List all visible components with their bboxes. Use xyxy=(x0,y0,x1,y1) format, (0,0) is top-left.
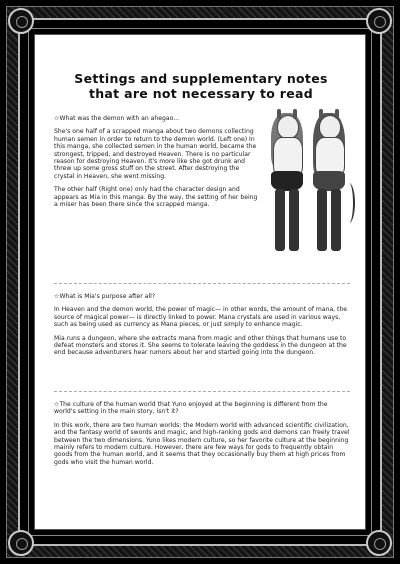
section-divider xyxy=(54,283,350,284)
corner-ornament-bottom-right xyxy=(366,530,392,556)
character-right-figure xyxy=(309,113,349,253)
section-question: ☆The culture of the human world that Yuno enjoyed at the beginning is different from the world's setting in the main story, isn't it? xyxy=(54,401,328,416)
section-paragraph: The other half (Right one) only had the character design and appears as Mia in this manga. By the way, the setting of her being a miser has been there since the scrapped manga. xyxy=(54,186,258,209)
character-left-figure xyxy=(267,113,307,253)
section-question: ☆What is Mia's purpose after all? xyxy=(54,293,156,300)
character-illustration xyxy=(265,113,353,255)
section-paragraph: In this work, there are two human worlds: the Modern world with advanced scientific civilization, and the fantasy world of swords and magic, and high-ranking gods and demons can freely travel between the two dimensions. Yuno likes modern culture, so her favorite culture at the beginning mainly refers to modern culture. However, there are few ways for gods to frequently obtain goods from the human world, and it seems that they occasionally buy them at high prices from gods who visit the human world. xyxy=(54,421,350,466)
section-demon-ahegao xyxy=(54,115,260,214)
notes-page xyxy=(34,34,366,530)
corner-ornament-top-left xyxy=(8,8,34,34)
section-mia-purpose xyxy=(54,293,350,363)
corner-ornament-bottom-left xyxy=(8,530,34,556)
section-paragraph: Mia runs a dungeon, where she extracts mana from magic and other things that humans use to defeat monsters and stores it. She seems to tolerate leaving the goddess in the dungeon at the end because adventurers hear rumors about her and started going into the dungeon. xyxy=(54,334,347,357)
title-line-2: that are not necessary to read xyxy=(88,86,314,101)
page-title xyxy=(35,71,366,101)
corner-ornament-top-right xyxy=(366,8,392,34)
section-human-world-culture xyxy=(54,401,350,472)
title-line-1: Settings and supplementary notes xyxy=(74,71,328,86)
section-paragraph: She's one half of a scrapped manga about two demons collecting human semen in order to return to the demon world. (Left one) In this manga, she collected semen in the human world, became the strongest, tripped, and destroyed Heaven. There is no particular reason for destroying Heaven. It's more like she got drunk and threw up some gross stuff on the street. After destroying the crystal in Heaven, she went missing. xyxy=(54,128,257,180)
section-divider xyxy=(54,391,350,392)
section-paragraph: In Heaven and the demon world, the power of magic— in other words, the amount of mana, the source of magical power— is directly linked to power. Mana crystals are used in various ways, such as being used as currency as Mana pieces, or just simply to enhance magic. xyxy=(54,306,348,329)
section-question: ☆What was the demon with an ahegao... xyxy=(54,115,180,122)
